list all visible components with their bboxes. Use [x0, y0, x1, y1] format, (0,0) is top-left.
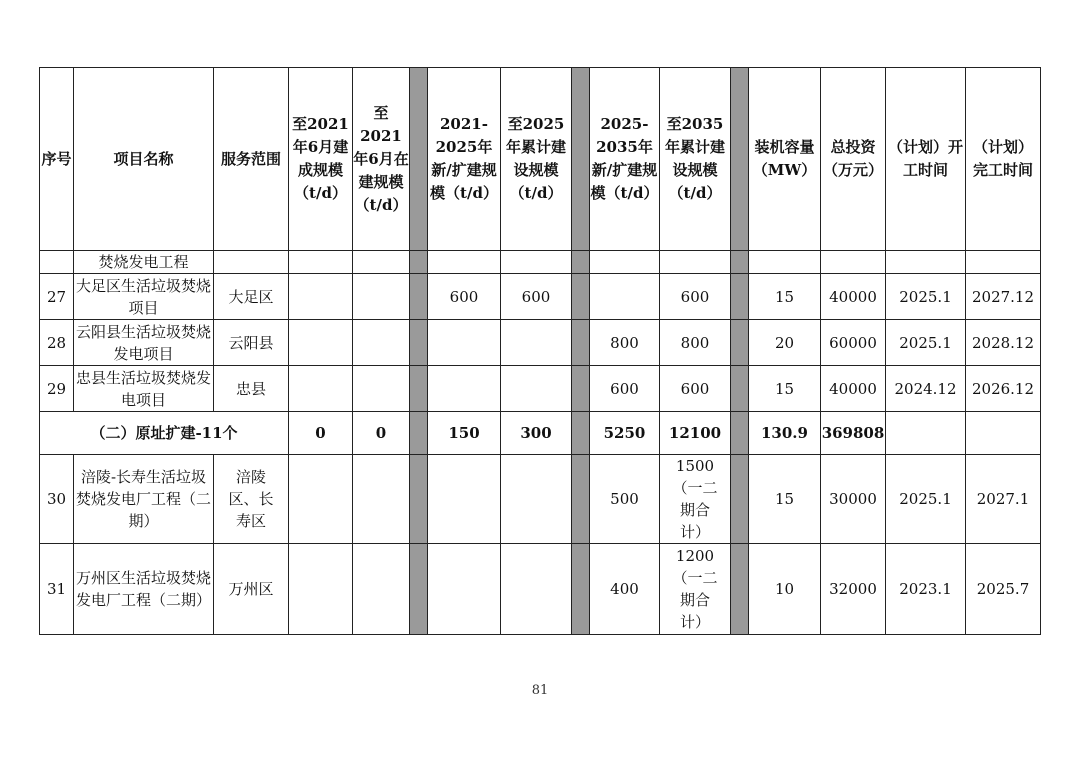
row-new-2035: 500: [590, 455, 660, 544]
subtotal-building: 0: [353, 412, 410, 455]
separator-column: [731, 68, 749, 251]
row-start: 2024.12: [886, 366, 966, 412]
row-capacity: 20: [749, 320, 821, 366]
subtotal-start: [886, 412, 966, 455]
subtotal-investment: 369808: [821, 412, 886, 455]
row-total-2025: [501, 455, 572, 544]
subtotal-built: 0: [289, 412, 353, 455]
row-capacity: 15: [749, 366, 821, 412]
row-building: [353, 455, 410, 544]
row-name: 涪陵-长寿生活垃圾焚烧发电厂工程（二期）: [74, 455, 214, 544]
table-row: [40, 455, 1041, 544]
header-new-2035: 2025-2035年新/扩建规模（t/d）: [590, 68, 660, 251]
row-area: 万州区: [214, 544, 289, 635]
row-name: 万州区生活垃圾焚烧发电厂工程（二期）: [74, 544, 214, 635]
header-new-2025: 2021-2025年新/扩建规模（t/d）: [428, 68, 501, 251]
row-no: 30: [40, 455, 74, 544]
table-row: [40, 320, 1041, 366]
row-built: [289, 455, 353, 544]
row-investment: 60000: [821, 320, 886, 366]
subtotal-total-2035: 12100: [660, 412, 731, 455]
header-end: （计划）完工时间: [966, 68, 1041, 251]
row-capacity: 10: [749, 544, 821, 635]
header-row: [40, 68, 1041, 251]
row-new-2035: 400: [590, 544, 660, 635]
row-new-2025: [428, 320, 501, 366]
row-total-2035: 800: [660, 320, 731, 366]
project-table: [39, 67, 1041, 635]
row-no: 28: [40, 320, 74, 366]
row-new-2035: 800: [590, 320, 660, 366]
header-building: 至2021年6月在建规模（t/d）: [353, 68, 410, 251]
row-name: 大足区生活垃圾焚烧项目: [74, 274, 214, 320]
row-new-2035: 600: [590, 366, 660, 412]
row-total-2025: [501, 544, 572, 635]
row-no: 27: [40, 274, 74, 320]
row-area: 云阳县: [214, 320, 289, 366]
row-no: 29: [40, 366, 74, 412]
row-new-2025: 600: [428, 274, 501, 320]
subtotal-row: [40, 412, 1041, 455]
header-total-2035: 至2035年累计建设规模（t/d）: [660, 68, 731, 251]
subtotal-total-2025: 300: [501, 412, 572, 455]
row-new-2025: [428, 544, 501, 635]
row-built: [289, 366, 353, 412]
row-capacity: 15: [749, 455, 821, 544]
header-no: 序号: [40, 68, 74, 251]
row-investment: 30000: [821, 455, 886, 544]
row-area: 忠县: [214, 366, 289, 412]
header-area: 服务范围: [214, 68, 289, 251]
header-capacity: 装机容量（MW）: [749, 68, 821, 251]
row-start: 2025.1: [886, 274, 966, 320]
row-total-2025: 600: [501, 274, 572, 320]
row-investment: 40000: [821, 274, 886, 320]
table-row: [40, 274, 1041, 320]
row-start: 2025.1: [886, 320, 966, 366]
continuation-row: [40, 251, 1041, 274]
row-start: 2025.1: [886, 455, 966, 544]
row-area: 大足区: [214, 274, 289, 320]
row-end: 2025.7: [966, 544, 1041, 635]
row-built: [289, 544, 353, 635]
subtotal-new-2035: 5250: [590, 412, 660, 455]
row-total-2035: 600: [660, 366, 731, 412]
table-row: [40, 544, 1041, 635]
row-new-2025: [428, 366, 501, 412]
row-end: 2027.1: [966, 455, 1041, 544]
header-total-2025: 至2025年累计建设规模（t/d）: [501, 68, 572, 251]
row-investment: 32000: [821, 544, 886, 635]
row-new-2035: [590, 274, 660, 320]
row-total-2025: [501, 366, 572, 412]
page-number: 81: [531, 683, 549, 698]
header-built: 至2021年6月建成规模（t/d）: [289, 68, 353, 251]
subtotal-label: （二）原址扩建-11个: [40, 412, 289, 455]
row-name: 忠县生活垃圾焚烧发电项目: [74, 366, 214, 412]
row-building: [353, 544, 410, 635]
row-new-2025: [428, 455, 501, 544]
subtotal-new-2025: 150: [428, 412, 501, 455]
row-total-2035: 600: [660, 274, 731, 320]
row-total-2035: 1200（一二期合计）: [660, 544, 731, 635]
row-capacity: 15: [749, 274, 821, 320]
separator-column: [572, 68, 590, 251]
row-end: 2027.12: [966, 274, 1041, 320]
row-built: [289, 320, 353, 366]
row-name: 云阳县生活垃圾焚烧发电项目: [74, 320, 214, 366]
row-total-2035: 1500（一二期合计）: [660, 455, 731, 544]
row-building: [353, 320, 410, 366]
separator-column: [410, 68, 428, 251]
row-investment: 40000: [821, 366, 886, 412]
row-total-2025: [501, 320, 572, 366]
row-area: 涪陵区、长寿区: [214, 455, 289, 544]
table-row: [40, 366, 1041, 412]
row-end: 2026.12: [966, 366, 1041, 412]
header-name: 项目名称: [74, 68, 214, 251]
row-no: 31: [40, 544, 74, 635]
row-built: [289, 274, 353, 320]
continuation-text: 焚烧发电工程: [74, 251, 214, 274]
header-start: （计划）开工时间: [886, 68, 966, 251]
row-building: [353, 366, 410, 412]
header-investment: 总投资（万元）: [821, 68, 886, 251]
subtotal-end: [966, 412, 1041, 455]
row-building: [353, 274, 410, 320]
subtotal-capacity: 130.9: [749, 412, 821, 455]
row-start: 2023.1: [886, 544, 966, 635]
row-end: 2028.12: [966, 320, 1041, 366]
